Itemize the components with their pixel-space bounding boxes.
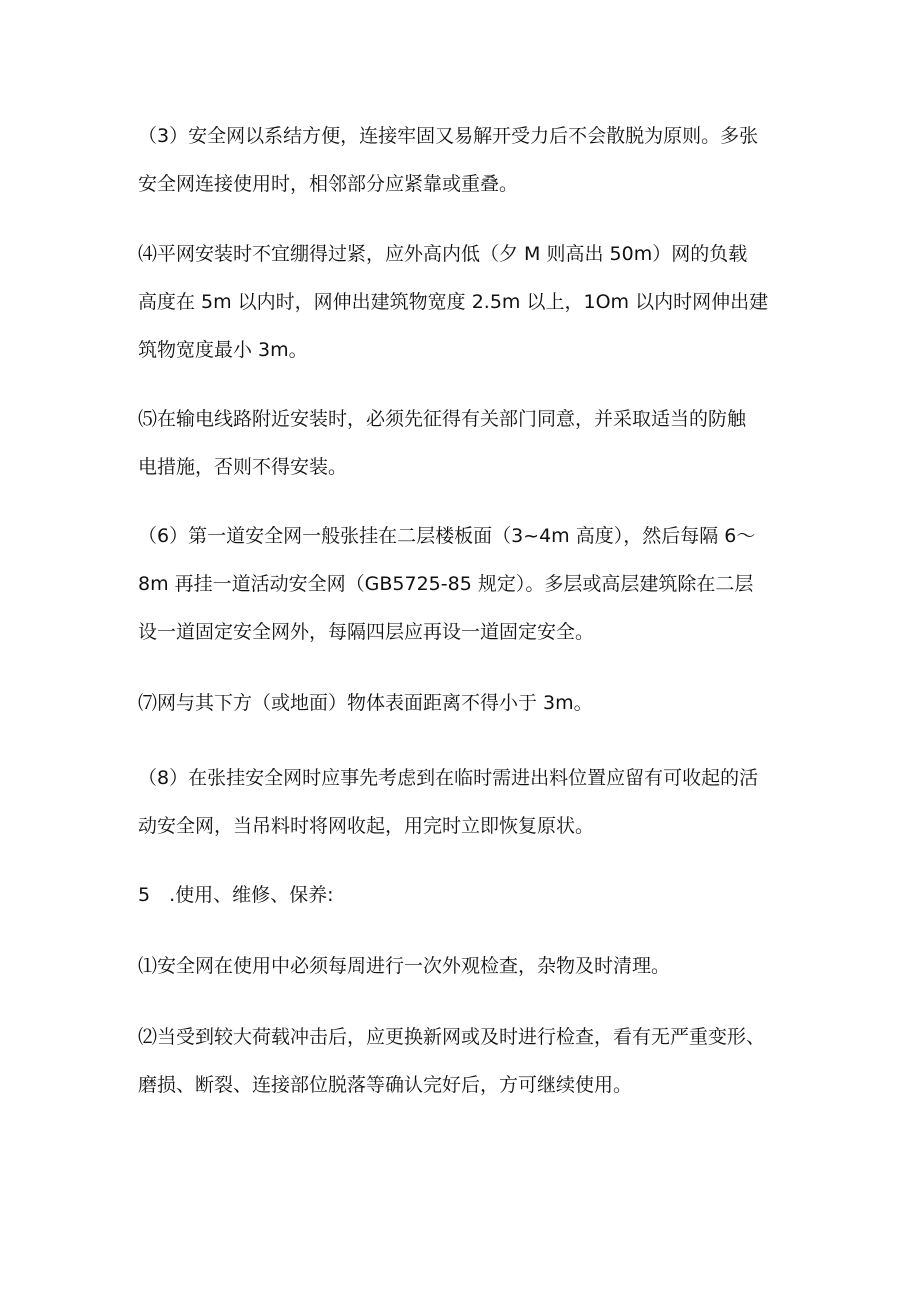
text-line: ⑸在输电线路附近安装时，必须先征得有关部门同意，并采取适当的防触 (138, 408, 747, 430)
text-line: ⑴安全网在使用中必须每周进行一次外观检查，杂物及时清理。 (138, 955, 671, 977)
text-line: ⑵当受到较大荷载冲击后，应更换新网或及时进行检查，看有无严重变形、 (138, 1026, 766, 1048)
text-line: 筑物宽度最小 3m。 (138, 339, 308, 361)
paragraph-4-flat-net-installation (138, 230, 798, 374)
paragraph-5-power-line-installation (138, 395, 798, 491)
text-line: （6）第一道安全网一般张挂在二层楼板面（3~4m 高度），然后每隔 6〜 (138, 525, 756, 547)
section-heading-use-maintenance (138, 871, 798, 919)
text-line: 电措施，否则不得安装。 (138, 456, 348, 478)
text-line: 设一道固定安全网外，每隔四层应再设一道固定安全。 (138, 621, 595, 643)
text-line: （3）安全网以系结方便，连接牢固又易解开受力后不会散脱为原则。多张 (138, 125, 759, 147)
text-line: 磨损、断裂、连接部位脱落等确认完好后，方可继续使用。 (138, 1074, 633, 1096)
paragraph-8-movable-net (138, 754, 798, 850)
text-line: 动安全网，当吊料时将网收起，用完时立即恢复原状。 (138, 815, 595, 837)
text-line: （8）在张挂安全网时应事先考虑到在临时需进出料位置应留有可收起的活 (138, 767, 759, 789)
text-line: ⑺网与其下方（或地面）物体表面距离不得小于 3m。 (138, 692, 593, 714)
text-line: 8m 再挂一道活动安全网（GB5725-85 规定）。多层或高层建筑除在二层 (138, 573, 754, 595)
text-line: 安全网连接使用时，相邻部分应紧靠或重叠。 (138, 173, 519, 195)
text-line: 5 .使用、维修、保养: (138, 884, 334, 906)
paragraph-3-net-connection (138, 112, 798, 208)
text-line: 高度在 5m 以内时，网伸出建筑物宽度 2.5m 以上，1Om 以内时网伸出建 (138, 291, 769, 313)
paragraph-1-weekly-inspection (138, 942, 798, 990)
paragraph-7-ground-clearance (138, 679, 798, 727)
text-line: ⑷平网安装时不宜绷得过紧，应外高内低（夕 M 则高出 50m）网的负载 (138, 243, 748, 265)
paragraph-6-first-net-placement (138, 512, 798, 656)
paragraph-2-after-impact (138, 1013, 798, 1109)
